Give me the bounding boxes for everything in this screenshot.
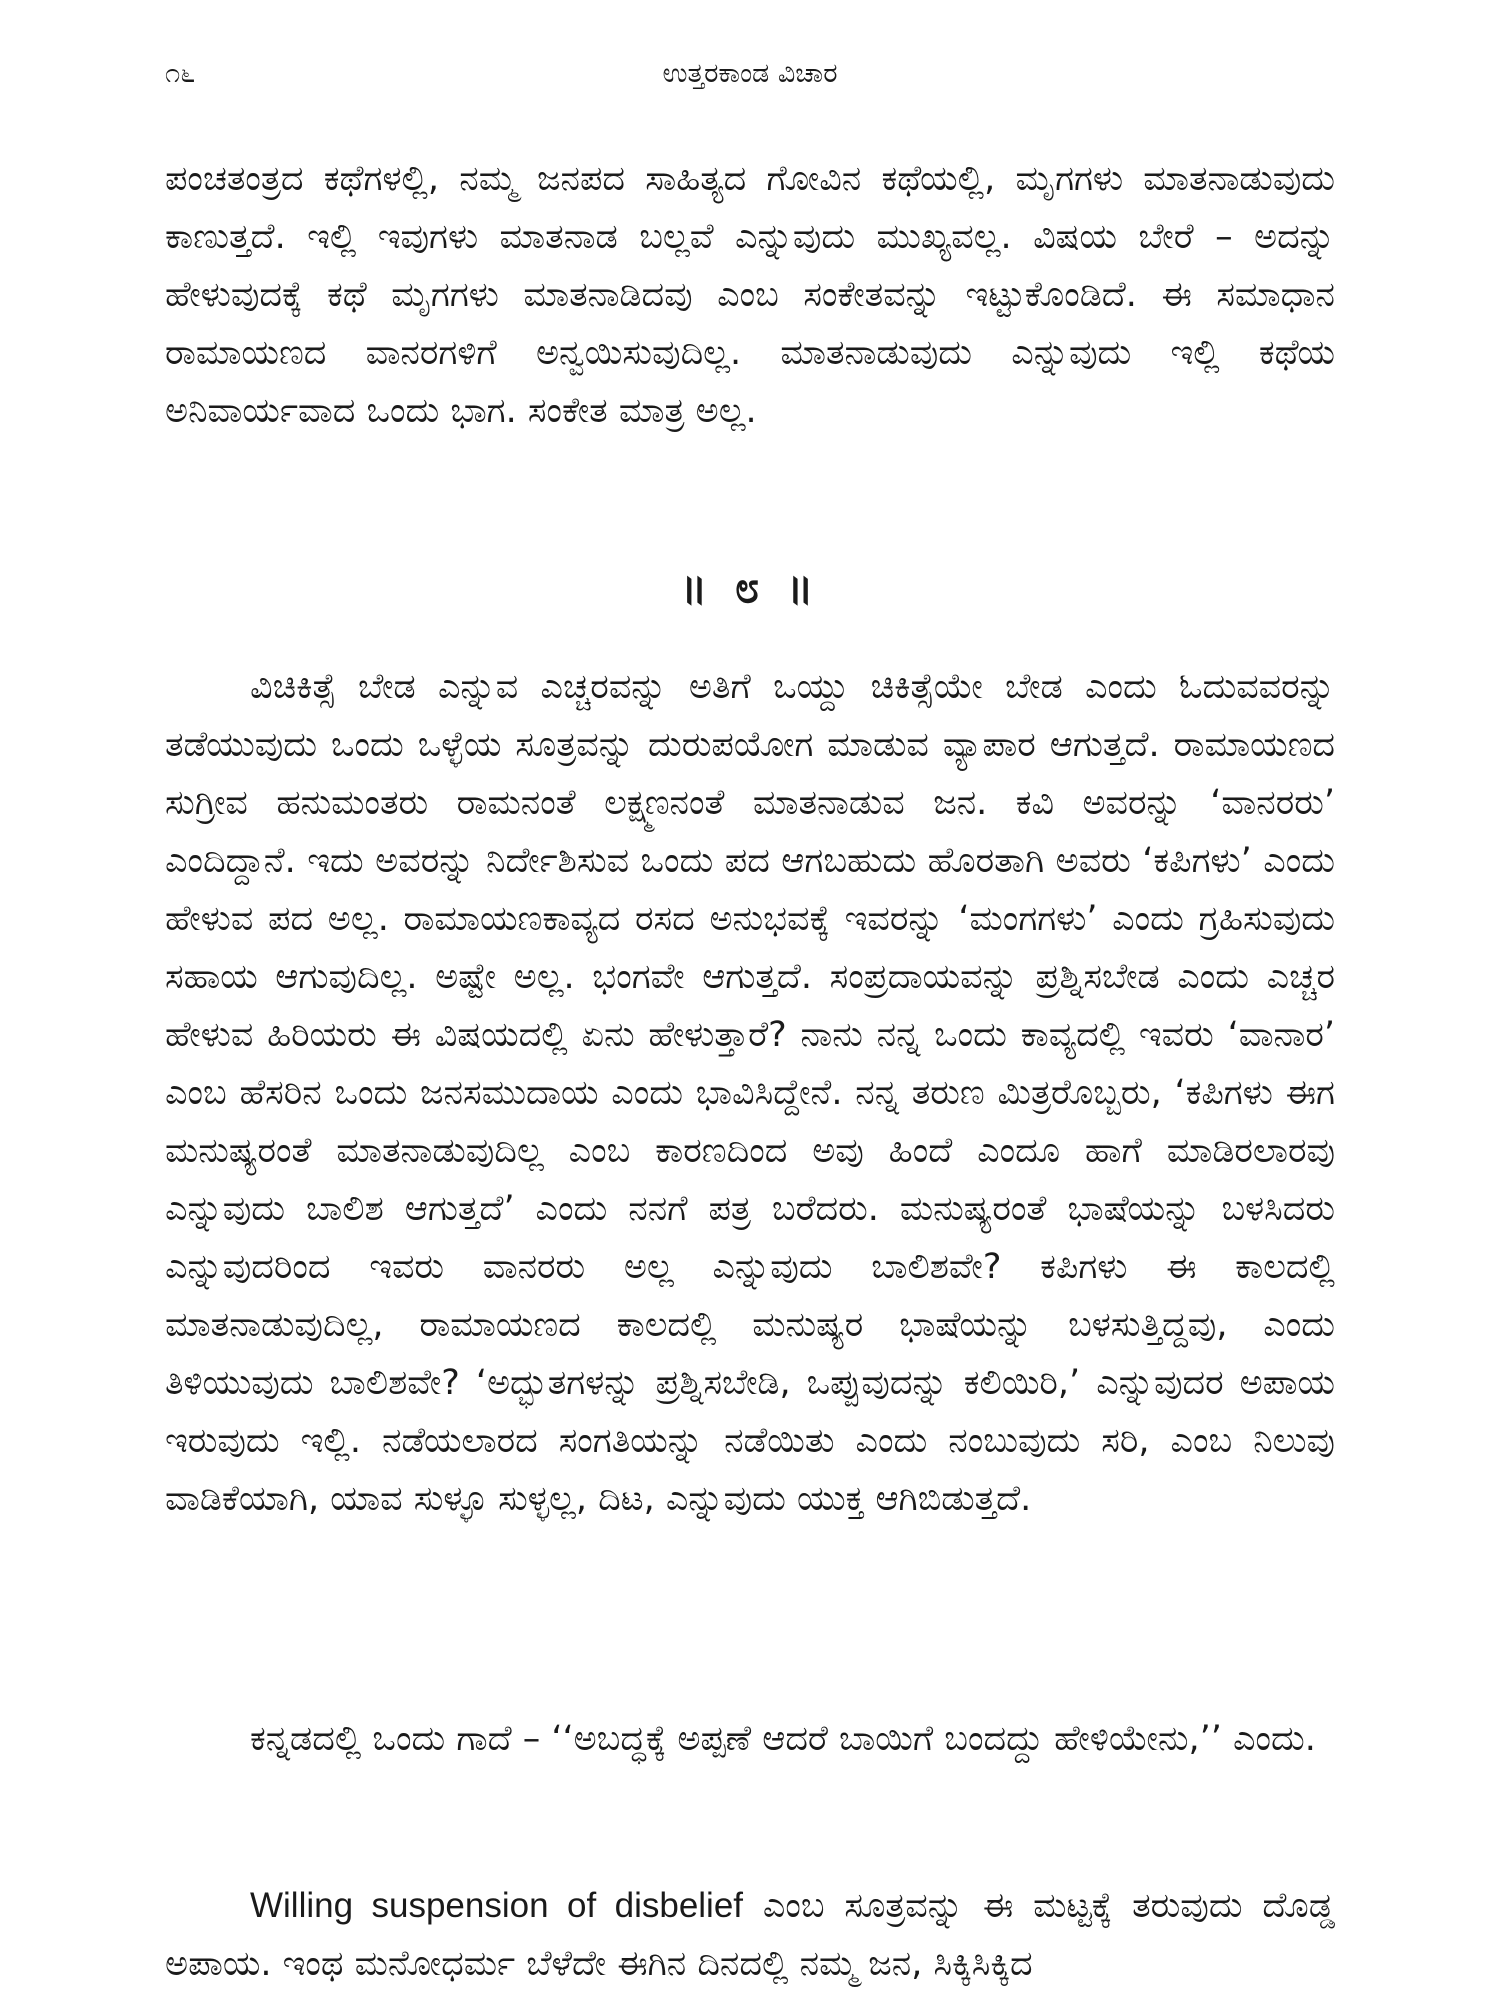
- book-page: [165, 0, 1335, 2000]
- paragraph-3: ಕನ್ನಡದಲ್ಲಿ ಒಂದು ಗಾದೆ – ‘‘ಅಬದ್ಧಕ್ಕೆ ಅಪ್ಪಣೆ ಆದರೆ ಬಾಯಿಗೆ ಬಂದದ್ದು ಹೇಳಿಯೇನು,’’ ಎಂದು.: [250, 1719, 1316, 1759]
- page-number: ೧೬: [165, 58, 196, 89]
- paragraph-2: ವಿಚಿಕಿತ್ಸೆ ಬೇಡ ಎನ್ನುವ ಎಚ್ಚರವನ್ನು ಅತಿಗೆ ಒಯ್ದು ಚಿಕಿತ್ಸೆಯೇ ಬೇಡ ಎಂದು ಓದುವವರನ್ನು ತಡೆಯುವುದು ಒಂದು ಒಳ್ಳೆಯ ಸೂತ್ರವನ್ನು ದುರುಪಯೋಗ ಮಾಡುವ ವ್ಯಾಪಾರ ಆಗುತ್ತದೆ. ರಾಮಾಯಣದ ಸುಗ್ರೀವ ಹನುಮಂತರು ರಾಮನಂತೆ ಲಕ್ಷ್ಮಣನಂತೆ ಮಾತನಾಡುವ ಜನ. ಕವಿ ಅವರನ್ನು ‘ವಾನರರು’ ಎಂದಿದ್ದಾನೆ. ಇದು ಅವರನ್ನು ನಿರ್ದೇಶಿಸುವ ಒಂದು ಪದ ಆಗಬಹುದು ಹೊರತಾಗಿ ಅವರು ‘ಕಪಿಗಳು’ ಎಂದು ಹೇಳುವ ಪದ ಅಲ್ಲ. ರಾಮಾಯಣಕಾವ್ಯದ ರಸದ ಅನುಭವಕ್ಕೆ ಇವರನ್ನು ‘ಮಂಗಗಳು’ ಎಂದು ಗ್ರಹಿಸುವುದು ಸಹಾಯ ಆಗುವುದಿಲ್ಲ. ಅಷ್ಟೇ ಅಲ್ಲ. ಭಂಗವೇ ಆಗುತ್ತದೆ. ಸಂಪ್ರದಾಯವನ್ನು ಪ್ರಶ್ನಿಸಬೇಡ ಎಂದು ಎಚ್ಚರ ಹೇಳುವ ಹಿರಿಯರು ಈ ವಿಷಯದಲ್ಲಿ ಏನು ಹೇಳುತ್ತಾರೆ? ನಾನು ನನ್ನ ಒಂದು ಕಾವ್ಯದಲ್ಲಿ ಇವರು ‘ವಾನಾರ’ ಎಂಬ ಹೆಸರಿನ ಒಂದು ಜನಸಮುದಾಯ ಎಂದು ಭಾವಿಸಿದ್ದೇನೆ. ನನ್ನ ತರುಣ ಮಿತ್ರರೊಬ್ಬರು, ‘ಕಪಿಗಳು ಈಗ ಮನುಷ್ಯರಂತೆ ಮಾತನಾಡುವುದಿಲ್ಲ ಎಂಬ ಕಾರಣದಿಂದ ಅವು ಹಿಂದೆ ಎಂದೂ ಹಾಗೆ ಮಾಡಿರಲಾರವು ಎನ್ನುವುದು ಬಾಲಿಶ ಆಗುತ್ತದೆ’ ಎಂದು ನನಗೆ ಪತ್ರ ಬರೆದರು. ಮನುಷ್ಯರಂತೆ ಭಾಷೆಯನ್ನು ಬಳಸಿದರು ಎನ್ನುವುದರಿಂದ ಇವರು ವಾನರರು ಅಲ್ಲ ಎನ್ನುವುದು ಬಾಲಿಶವೇ? ಕಪಿಗಳು ಈ ಕಾಲದಲ್ಲಿ ಮಾತನಾಡುವುದಿಲ್ಲ, ರಾಮಾಯಣದ ಕಾಲದಲ್ಲಿ ಮನುಷ್ಯರ ಭಾಷೆಯನ್ನು ಬಳಸುತ್ತಿದ್ದವು, ಎಂದು ತಿಳಿಯುವುದು ಬಾಲಿಶವೇ? ‘ಅದ್ಭುತಗಳನ್ನು ಪ್ರಶ್ನಿಸಬೇಡಿ, ಒಪ್ಪುವುದನ್ನು ಕಲಿಯಿರಿ,’ ಎನ್ನುವುದರ ಅಪಾಯ ಇರುವುದು ಇಲ್ಲಿ. ನಡೆಯಲಾರದ ಸಂಗತಿಯನ್ನು ನಡೆಯಿತು ಎಂದು ನಂಬುವುದು ಸರಿ, ಎಂಬ ನಿಲುವು ವಾಡಿಕೆಯಾಗಿ, ಯಾವ ಸುಳ್ಳೂ ಸುಳ್ಳಲ್ಲ, ದಿಟ, ಎನ್ನುವುದು ಯುಕ್ತ ಆಗಿಬಿಡುತ್ತದೆ.: [165, 667, 1335, 1519]
- paragraph-1: ಪಂಚತಂತ್ರದ ಕಥೆಗಳಲ್ಲಿ, ನಮ್ಮ ಜನಪದ ಸಾಹಿತ್ಯದ ಗೋವಿನ ಕಥೆಯಲ್ಲಿ, ಮೃಗಗಳು ಮಾತನಾಡುವುದು ಕಾಣುತ್ತದೆ. ಇಲ್ಲಿ ಇವುಗಳು ಮಾತನಾಡ ಬಲ್ಲವೆ ಎನ್ನುವುದು ಮುಖ್ಯವಲ್ಲ. ವಿಷಯ ಬೇರೆ – ಅದನ್ನು ಹೇಳುವುದಕ್ಕೆ ಕಥೆ ಮೃಗಗಳು ಮಾತನಾಡಿದವು ಎಂಬ ಸಂಕೇತವನ್ನು ಇಟ್ಟುಕೊಂಡಿದೆ. ಈ ಸಮಾಧಾನ ರಾಮಾಯಣದ ವಾನರಗಳಿಗೆ ಅನ್ವಯಿಸುವುದಿಲ್ಲ. ಮಾತನಾಡುವುದು ಎನ್ನುವುದು ಇಲ್ಲಿ ಕಥೆಯ ಅನಿವಾರ್ಯವಾದ ಒಂದು ಭಾಗ. ಸಂಕೇತ ಮಾತ್ರ ಅಲ್ಲ.: [165, 159, 1335, 431]
- paragraph-4: [165, 1877, 1335, 1993]
- paragraph-4-text: ಎಂಬ ಸೂತ್ರವನ್ನು ಈ ಮಟ್ಟಕ್ಕೆ ತರುವುದು ದೊಡ್ಡ ಅಪಾಯ. ಇಂಥ ಮನೋಧರ್ಮ ಬೆಳೆದೇ ಈಗಿನ ದಿನದಲ್ಲಿ ನಮ್ಮ ಜನ, ಸಿಕ್ಕಿಸಿಕ್ಕಿದ: [165, 1886, 1335, 1984]
- running-title: ಉತ್ತರಕಾಂಡ ವಿಚಾರ: [662, 58, 838, 89]
- english-phrase: Willing suspension of disbelief: [250, 1886, 744, 1925]
- section-mark: ॥ ೮ ॥: [680, 562, 820, 613]
- page-header: [165, 58, 1335, 98]
